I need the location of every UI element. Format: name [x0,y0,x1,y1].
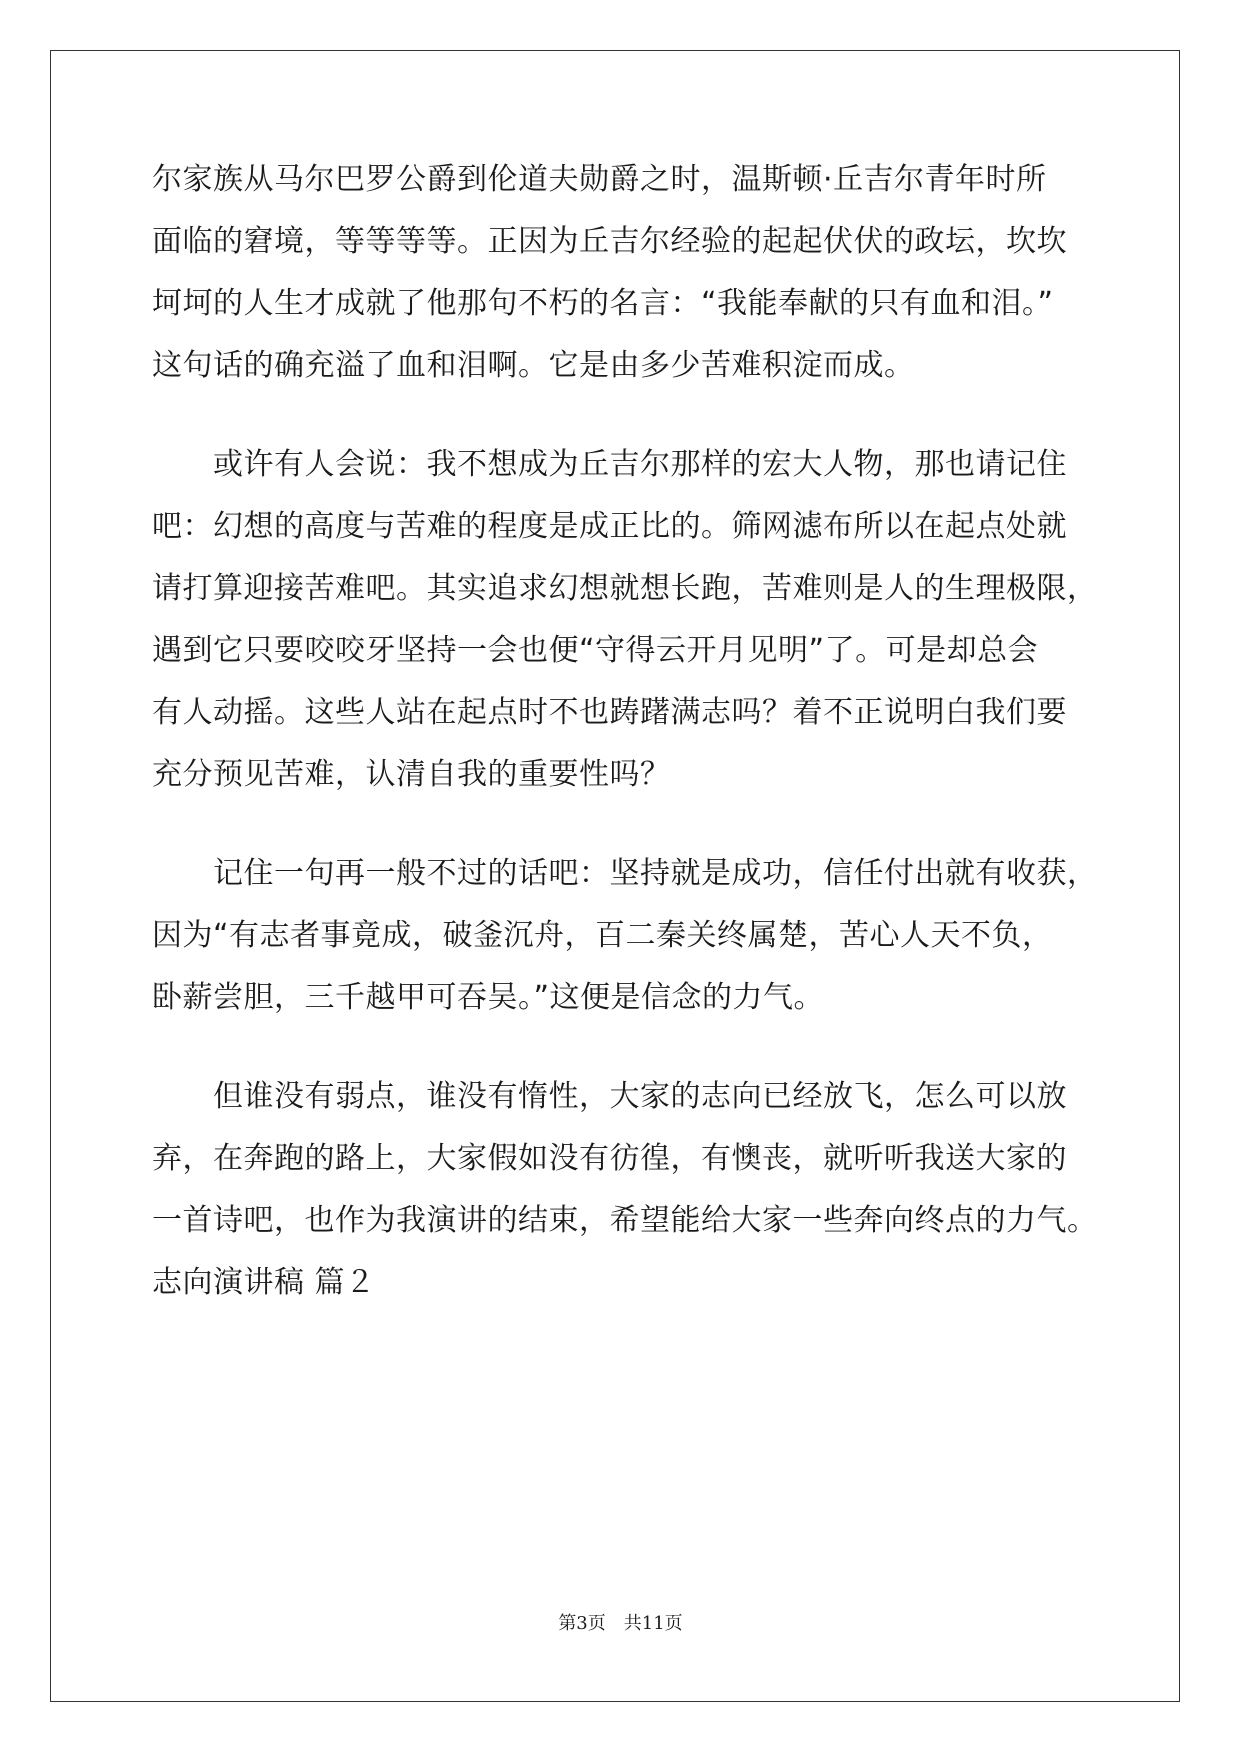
body-line: 或许有人会说：我不想成为丘吉尔那样的宏大人物，那也请记住 [152,447,1067,482]
body-line: 弃，在奔跑的路上，大家假如没有彷徨，有懊丧，就听听我送大家的 [152,1141,1067,1176]
body-line: 但谁没有弱点，谁没有惰性，大家的志向已经放飞，怎么可以放 [152,1079,1067,1114]
body-line: 一首诗吧，也作为我演讲的结束，希望能给大家一些奔向终点的力气。 [152,1203,1098,1238]
body-line: 遇到它只要咬咬牙坚持一会也便“守得云开月见明”了。可是却总会 [152,633,1039,668]
body-line: 充分预见苦难，认清自我的重要性吗？ [152,757,671,792]
section-heading: 志向演讲稿 篇２ [152,1265,376,1300]
body-line: 记住一句再一般不过的话吧：坚持就是成功，信任付出就有收获， [152,856,1098,891]
body-line: 有人动摇。这些人站在起点时不也踌躇满志吗？着不正说明白我们要 [152,695,1067,730]
body-line: 坷坷的人生才成就了他那句不朽的名言：“我能奉献的只有血和泪。” [152,286,1054,321]
body-line: 面临的窘境，等等等等。正因为丘吉尔经验的起起伏伏的政坛，坎坎 [152,224,1067,259]
body-line: 卧薪尝胆，三千越甲可吞吴。”这便是信念的力气。 [152,980,825,1015]
body-line: 请打算迎接苦难吧。其实追求幻想就想长跑，苦难则是人的生理极限， [152,571,1098,606]
body-line: 尔家族从马尔巴罗公爵到伦道夫勋爵之时，温斯顿·丘吉尔青年时所 [152,162,1047,197]
body-line: 因为“有志者事竟成，破釜沉舟，百二秦关终属楚，苦心人天不负， [152,918,1053,953]
body-line: 这句话的确充溢了血和泪啊。它是由多少苦难积淀而成。 [152,348,915,383]
body-line: 吧：幻想的高度与苦难的程度是成正比的。筛网滤布所以在起点处就 [152,509,1067,544]
page-number: 第3页 共11页 [558,1613,683,1634]
